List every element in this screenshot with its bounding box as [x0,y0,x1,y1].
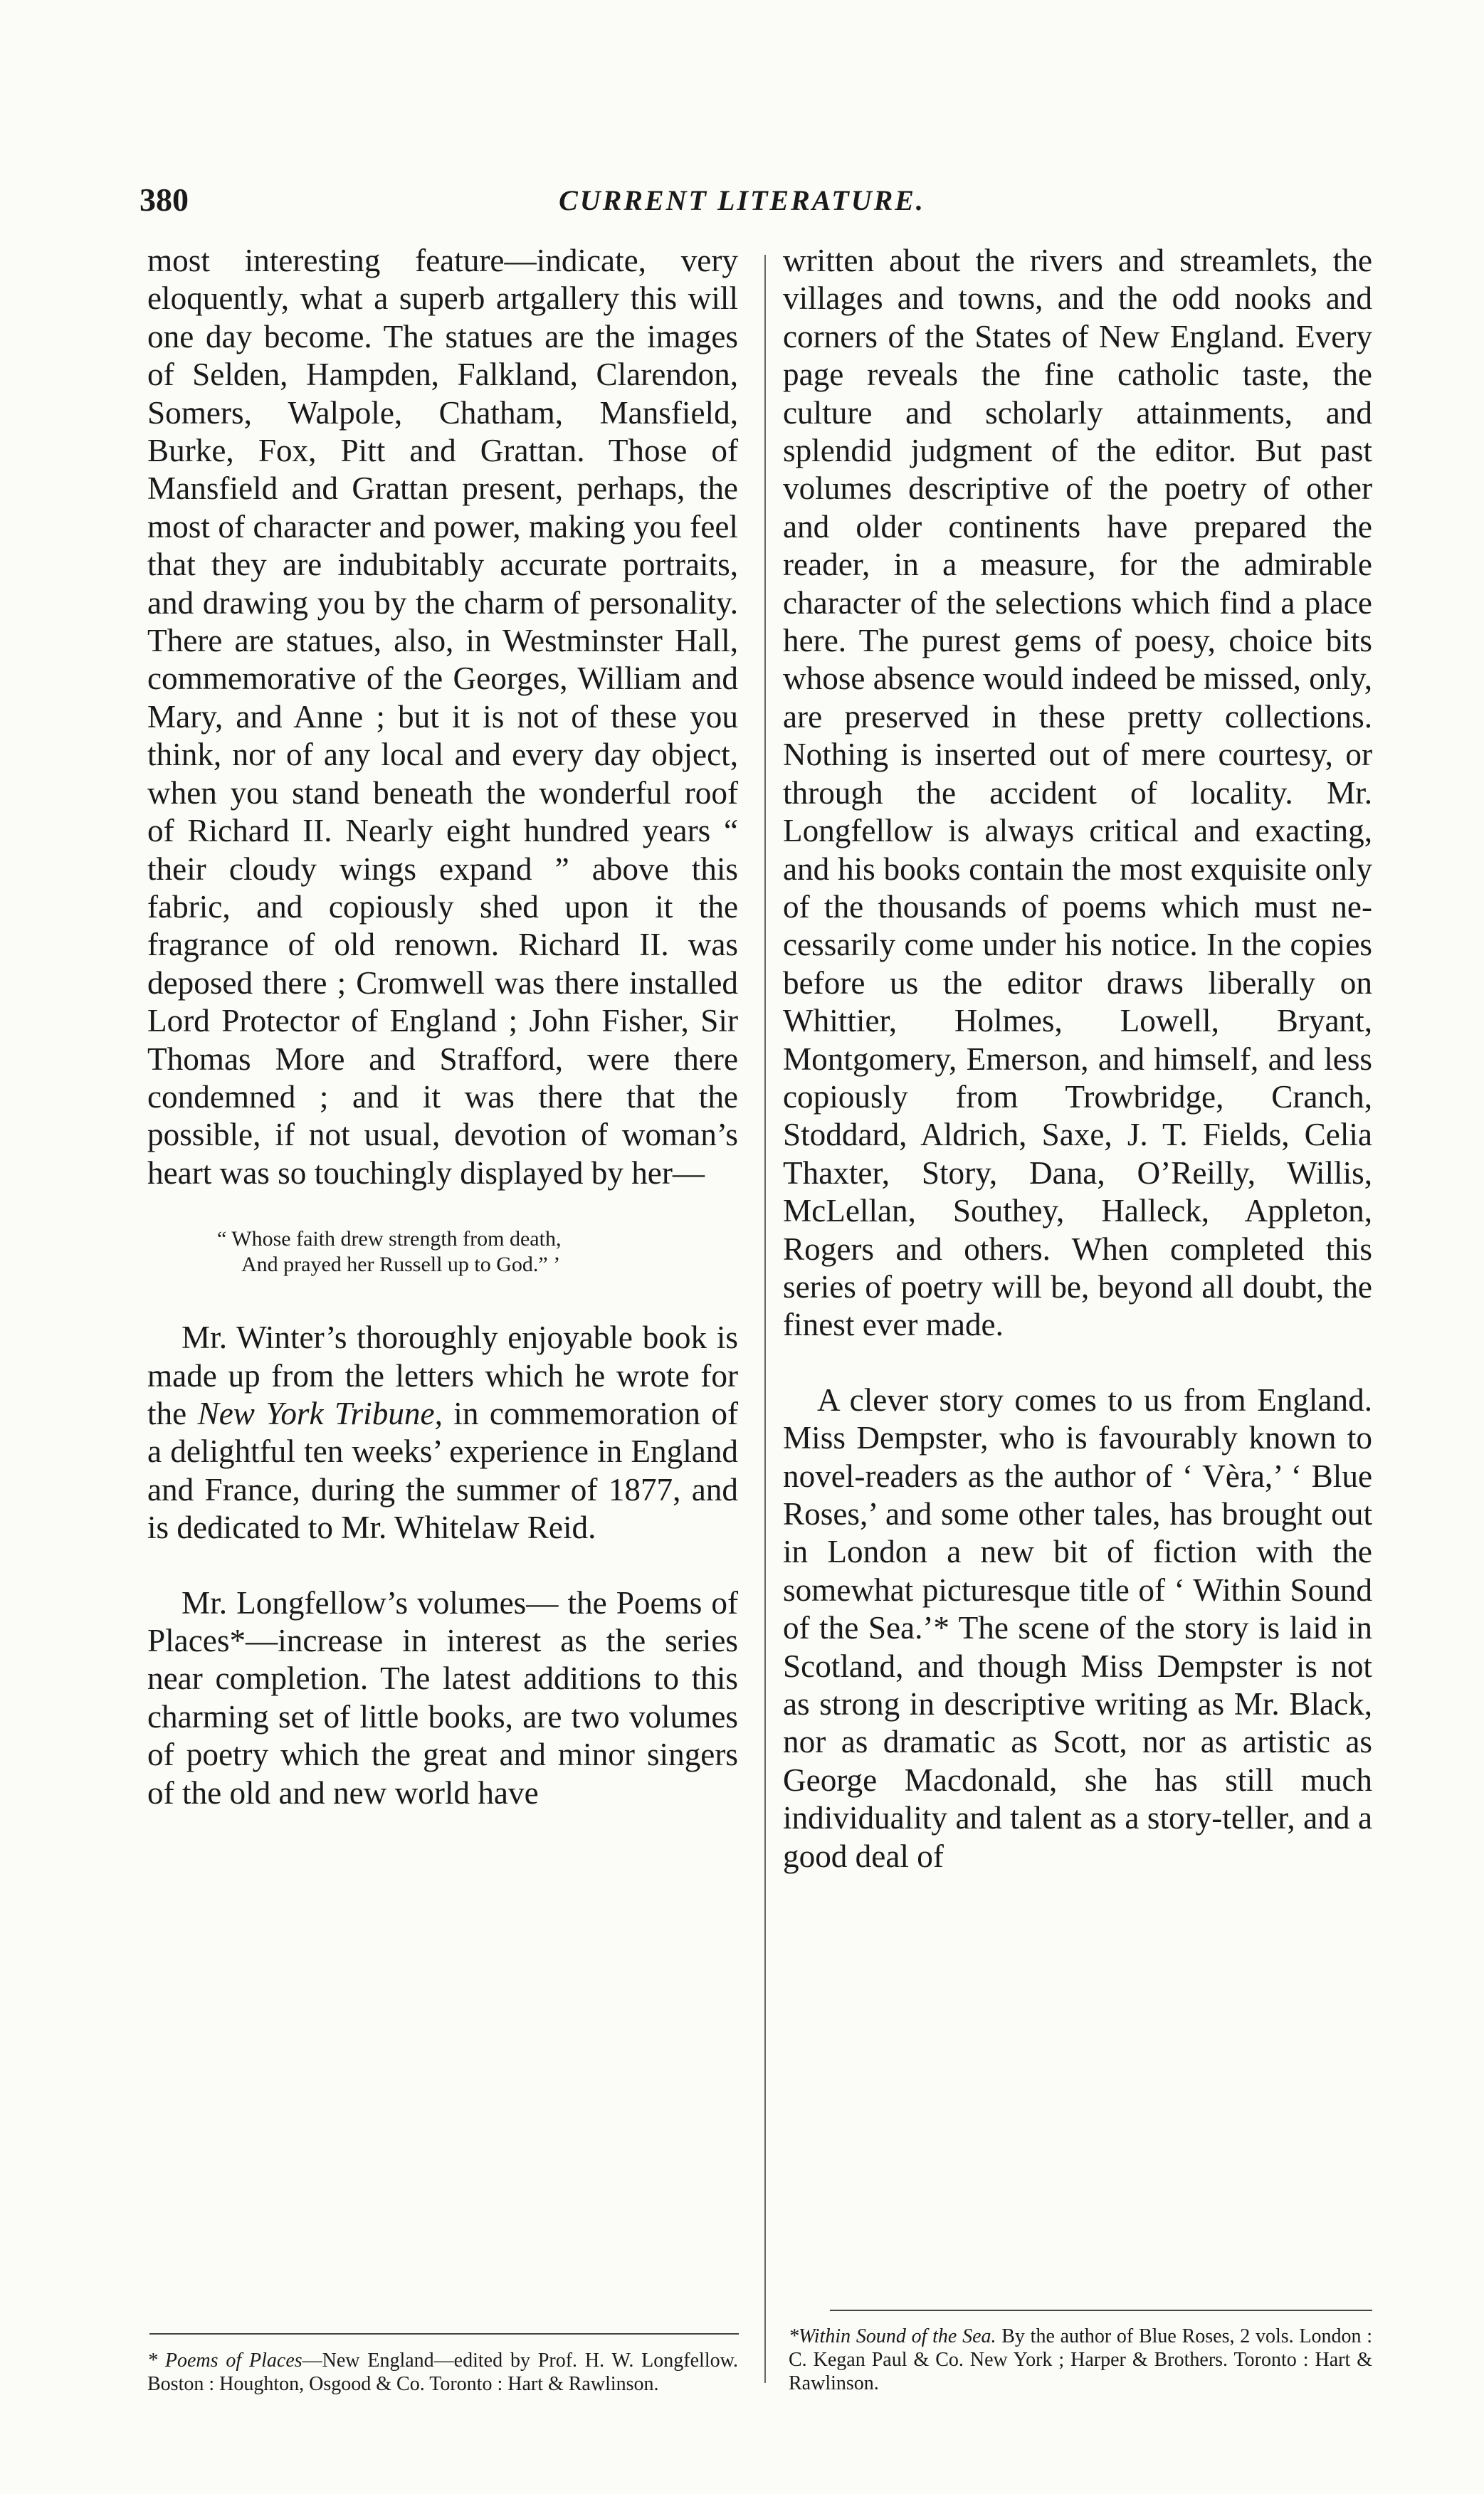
paragraph-miss-dempster: A clever story comes to us from England. Miss Dempster, who is favourably known to novel-readers as the author of ‘ Vèra,’ ‘ Blue Roses,’ and some other tales, has brought out in London a new bit of fiction with the somewhat picturesque title of ‘ Within Sound of the Sea.’* The scene of the story is laid in Scotland, and though Miss Dempster is not as strong in descriptive writing as Mr. Black, nor as dramatic as Scott, nor as artistic as George Macdonald, she has still much individuality and talent as a story-teller, and a good deal of [783,1382,1372,1874]
paragraph-text: in commemoration of a delightful ten weeks’ experience in England and France, during the summer of 1877, and is dedicated to Mr. Whitelaw Reid. [147,1395,738,1546]
quote-line: And prayed her Russell up to God.” ’ [241,1253,561,1277]
footnote-right [789,2325,1372,2395]
footnote-title: *Within Sound of the Sea. [789,2325,996,2347]
footnote-rule [830,2310,1372,2311]
page-number: 380 [140,181,189,218]
footnote-text: —New England—edited by Prof. H. W. Longfellow. Boston : Houghton, Osgood & Co. Toronto : Hart & Rawlinson. [147,2350,738,2395]
footnote-text: By the author of Blue Roses, 2 vols. London : C. Kegan Paul & Co. New York ; Harper & Brothers. Toronto : Hart & Rawlinson. [789,2325,1372,2394]
paragraph-text: Mr. Winter’s thoroughly enjoyable book is made up from the letters which he wrote for the [147,1320,738,1431]
right-column [783,242,1372,1875]
newspaper-title: New York Tribune, [197,1395,443,1431]
paragraph-poems-of-places: written about the rivers and streamlets, the villages and towns, and the odd nooks and corners of the States of New England. Every page reveals the fine catholic taste, the culture and scholarly attainments, and splendid judgment of the editor. But past volumes descriptive of the poetry of other and older continents have prepared the reader, in a measure, for the admirable character of the selections which find a place here. The purest gems of poesy, choice bits whose absence would indeed be missed, only, are preserved in these pretty collections. Nothing is inserted out of mere courtesy, or through the accident of locality. Mr. Longfellow is always critical and exacting, and his books contain the most exquisite only of the thousands of poems which must necessarily come under his notice. In the copies before us the editor draws liberally on Whittier, Holmes, Lowell, Bryant, Montgomery, Emerson, and himself, and less copiously from Trowbridge, Cranch, Stoddard, Aldrich, Saxe, J. T. Fields, Celia Thaxter, Story, Dana, O’Reilly, Willis, McLellan, Southey, Halleck, Appleton, Rogers and others. When completed this series of poetry will be, beyond all doubt, the finest ever made. [783,243,1372,1343]
paragraph-mr-winter [147,1319,738,1547]
quote-line: “ Whose faith drew strength from death, [217,1227,562,1251]
footnote-left [147,2349,738,2396]
paragraph-longfellow: Mr. Longfellow’s volumes— the Poems of Places*—increase in interest as the series near completion. The latest additions to this charming set of little books, are two volumes of poetry which the great and minor singers of the old and new world have [147,1584,738,1811]
block-quote [217,1226,738,1278]
footnote-rule [149,2333,739,2335]
left-column [147,242,738,1812]
paragraph-westminster-hall: most interesting feature—indicate, very eloquently, what a superb artgallery this will one day become. The statues are the images of Selden, Hampden, Falkland, Clarendon, Somers, Walpole, Chatham, Mansfield, Burke, Fox, Pitt and Grattan. Those of Mansfield and Grattan present, perhaps, the most of character and power, making you feel that they are indubitably accurate portraits, and drawing you by the charm of personality. There are statues, also, in Westminster Hall, commemorative of the Georges, William and Mary, and Anne ; but it is not of these you think, nor of any local and every day object, when you stand beneath the wonderful roof of Richard II. Nearly eight hundred years “ their cloudy wings expand ” above this fabric, and copiously shed upon it the fragrance of old renown. Richard II. was deposed there ; Cromwell was there installed Lord Protector of England ; John Fisher, Sir Thomas More and Strafford, were there condemned ; and it was there that the possible, if not usual, devotion of woman’s heart was so touchingly displayed by her— [147,243,738,1191]
running-title: CURRENT LITERATURE. [559,184,925,216]
footnote-title: * Poems of Places [147,2350,302,2372]
column-divider [764,255,766,2383]
